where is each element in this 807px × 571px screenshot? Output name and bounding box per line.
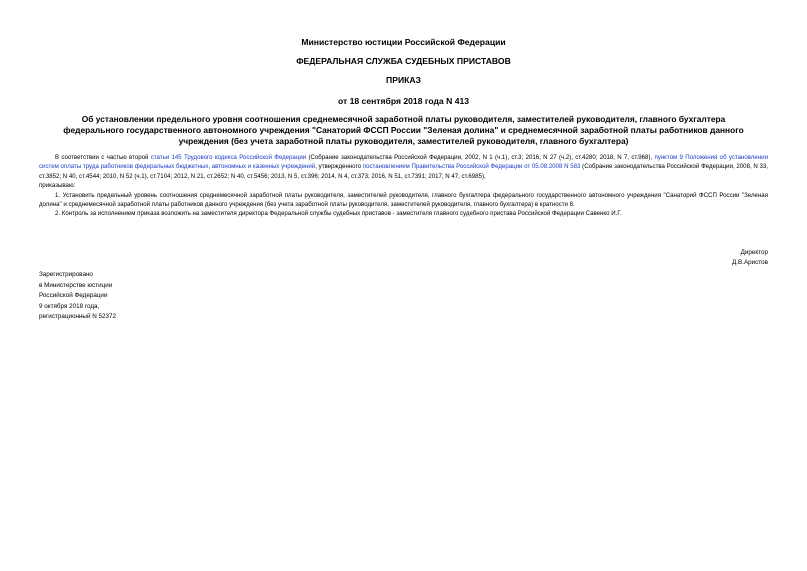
registration-block xyxy=(39,270,116,323)
registration-date: 9 октября 2018 года, xyxy=(39,302,100,310)
item-1: 1. Установить предельный уровень соотношения среднемесячной заработной платы руководителя, заместителей руководителя, главного бухгалтера федерального государственного автономного учреждения "Санаторий ФССП России "Зеленая долина" и среднемесячной заработной платы работников данного учреждения (без учета заработной платы руководителя, заместителей руководителя, главного бухгалтера) в кратности 8. xyxy=(39,191,768,209)
preamble-text: (Собрание законодательства Российской Федерации, 2002, N 1 (ч.1), ст.3; 2016, N 27 (ч.2), ст.4280; 2018, N 7, ст.968), xyxy=(306,154,655,161)
document-body xyxy=(39,153,768,219)
registration-line: Российской Федерации xyxy=(39,292,108,299)
orders-phrase: приказываю: xyxy=(39,182,76,190)
service-heading: ФЕДЕРАЛЬНАЯ СЛУЖБА СУДЕБНЫХ ПРИСТАВОВ xyxy=(296,56,511,66)
registration-line: Зарегистрировано xyxy=(39,271,93,278)
order-date-number: от 18 сентября 2018 года N 413 xyxy=(337,96,470,106)
registration-number: регистрационный N 52372 xyxy=(39,313,117,320)
government-decree-link[interactable]: постановлением Правительства Российской Федерации от 05.08.2008 N 583 xyxy=(362,163,581,171)
signer-name: Д.В.Аристов xyxy=(732,259,768,266)
order-title: Об установлении предельного уровня соотношения среднемесячной заработной платы руководителя, заместителей руководителя, главного бухгалтера федерального государственного автономного учреждения "Санаторий ФССП России "Зеленая долина" и среднемесячной заработной платы работников данного учреждения (без учета заработной платы руководителя, заместителей руководителя, главного бухгалтера) xyxy=(63,114,744,146)
signature-block xyxy=(39,248,768,268)
preamble-paragraph xyxy=(39,153,768,181)
item-2: 2. Контроль за исполнением приказа возложить на заместителя директора Федеральной службы судебных приставов - заместителя главного судебного пристава Российской Федерации Савенко И.Г. xyxy=(55,210,622,218)
signer-position: Директор xyxy=(740,249,768,256)
preamble-text: В соответствии с частью второй xyxy=(55,154,151,161)
registration-line: в Министерстве юстиции xyxy=(39,281,113,289)
labor-code-link[interactable]: статьи 145 Трудового кодекса Российской Федерации xyxy=(150,154,307,161)
regulation-link[interactable]: пунктом 9 Положения об установлении систем оплаты труда работников федеральных бюджетных, автономных и казенных учреждений xyxy=(39,154,768,171)
preamble-text: , утвержденного xyxy=(315,163,363,171)
ministry-heading: Министерство юстиции Российской Федерации xyxy=(301,37,506,47)
order-heading: ПРИКАЗ xyxy=(386,75,421,85)
preamble-text: (Собрание законодательства Российской Федерации, 2008, N 33, ст.3852; N 40, ст.4544; 2010, N 52 (ч.1), ст.7104; 2012, N 21, ст.2652; N 40, ст.5456; 2013, N 5, ст.396; 2014, N 4, ст.373; 2016, N 51, ст.7391; 2017, N 47, ст.6985), xyxy=(39,163,768,180)
